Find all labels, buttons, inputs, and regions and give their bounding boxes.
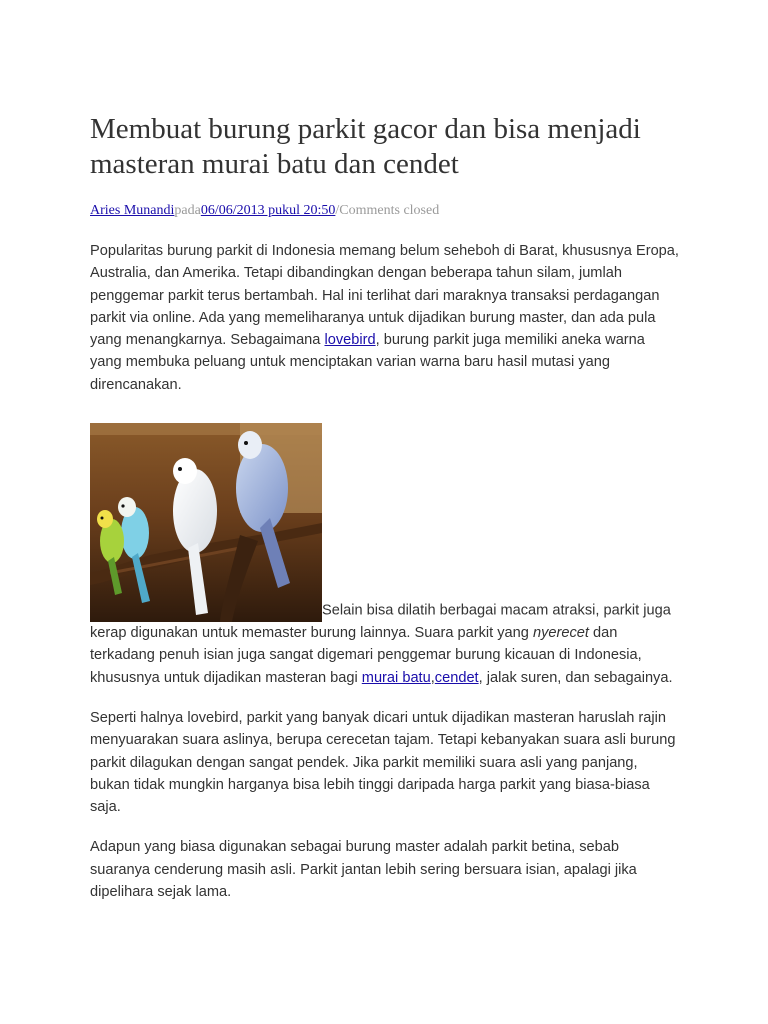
paragraph-2-text-c: , jalak suren, dan sebagainya. (478, 669, 673, 686)
parakeets-photo (90, 423, 322, 622)
comments-status: /Comments closed (335, 203, 440, 218)
paragraph-3: Seperti halnya lovebird, parkit yang banyak dicari untuk dijadikan masteran haruslah rajin menyuarakan suara aslinya, berupa cerecetan tajam. Tetapi kebanyakan suara asli burung parkit dilagukan dengan sangat pendek. Jika parkit memiliki suara asli yang panjang, bukan tidak mungkin harganya bisa lebih tinggi daripada harga parkit yang biasa-biasa saja. (90, 709, 676, 816)
lovebird-link[interactable]: lovebird (324, 332, 376, 349)
paragraph-1-text-a: Popularitas burung parkit di Indonesia memang belum seheboh di Barat, khususnya Eropa, Australia, dan Amerika. Tetapi dibandingkan dengan beberapa tahun silam, jumlah penggemar parkit terus bertambah. Hal ini terlihat dari maraknya transaksi perdagangan parkit via online. Ada yang memeliharanya untuk dijadikan burung master, dan ada pula yang menangkarnya. Sebagaimana (90, 243, 679, 349)
meta-on-label: pada (174, 203, 201, 218)
cendet-link[interactable]: cendet (434, 669, 479, 686)
nyerecet-term: nyerecet (532, 625, 589, 642)
paragraph-2-text-b: dan terkadang penuh isian juga sangat digemari penggemar burung kicauan di Indonesia, khususnya untuk dijadikan masteran bagi (90, 625, 642, 686)
paragraph-2-text-a: Selain bisa dilatih berbagai macam atraksi, parkit juga kerap digunakan untuk memaster burung lainnya. Suara parkit yang (90, 602, 671, 642)
paragraph-1-text-b: , burung parkit juga memiliki aneka warna yang membuka peluang untuk menciptakan varian warna baru hasil mutasi yang direncanakan. (90, 332, 645, 393)
paragraph-1 (90, 240, 680, 396)
paragraph-2 (90, 423, 680, 689)
date-link[interactable]: 06/06/2013 pukul 20:50 (200, 203, 336, 218)
murai-batu-link[interactable]: murai batu (361, 669, 431, 686)
article-title: Membuat burung parkit gacor dan bisa menjadi masteran murai batu dan cendet (90, 113, 641, 180)
article-meta (90, 202, 680, 220)
author-link[interactable]: Aries Munandi (90, 203, 175, 218)
article (90, 112, 680, 921)
paragraph-4: Adapun yang biasa digunakan sebagai burung master adalah parkit betina, sebab suaranya cenderung masih asli. Parkit jantan lebih sering bersuara isian, apalagi jika dipelihara sejak lama. (90, 839, 637, 901)
link-separator: , (430, 669, 435, 686)
